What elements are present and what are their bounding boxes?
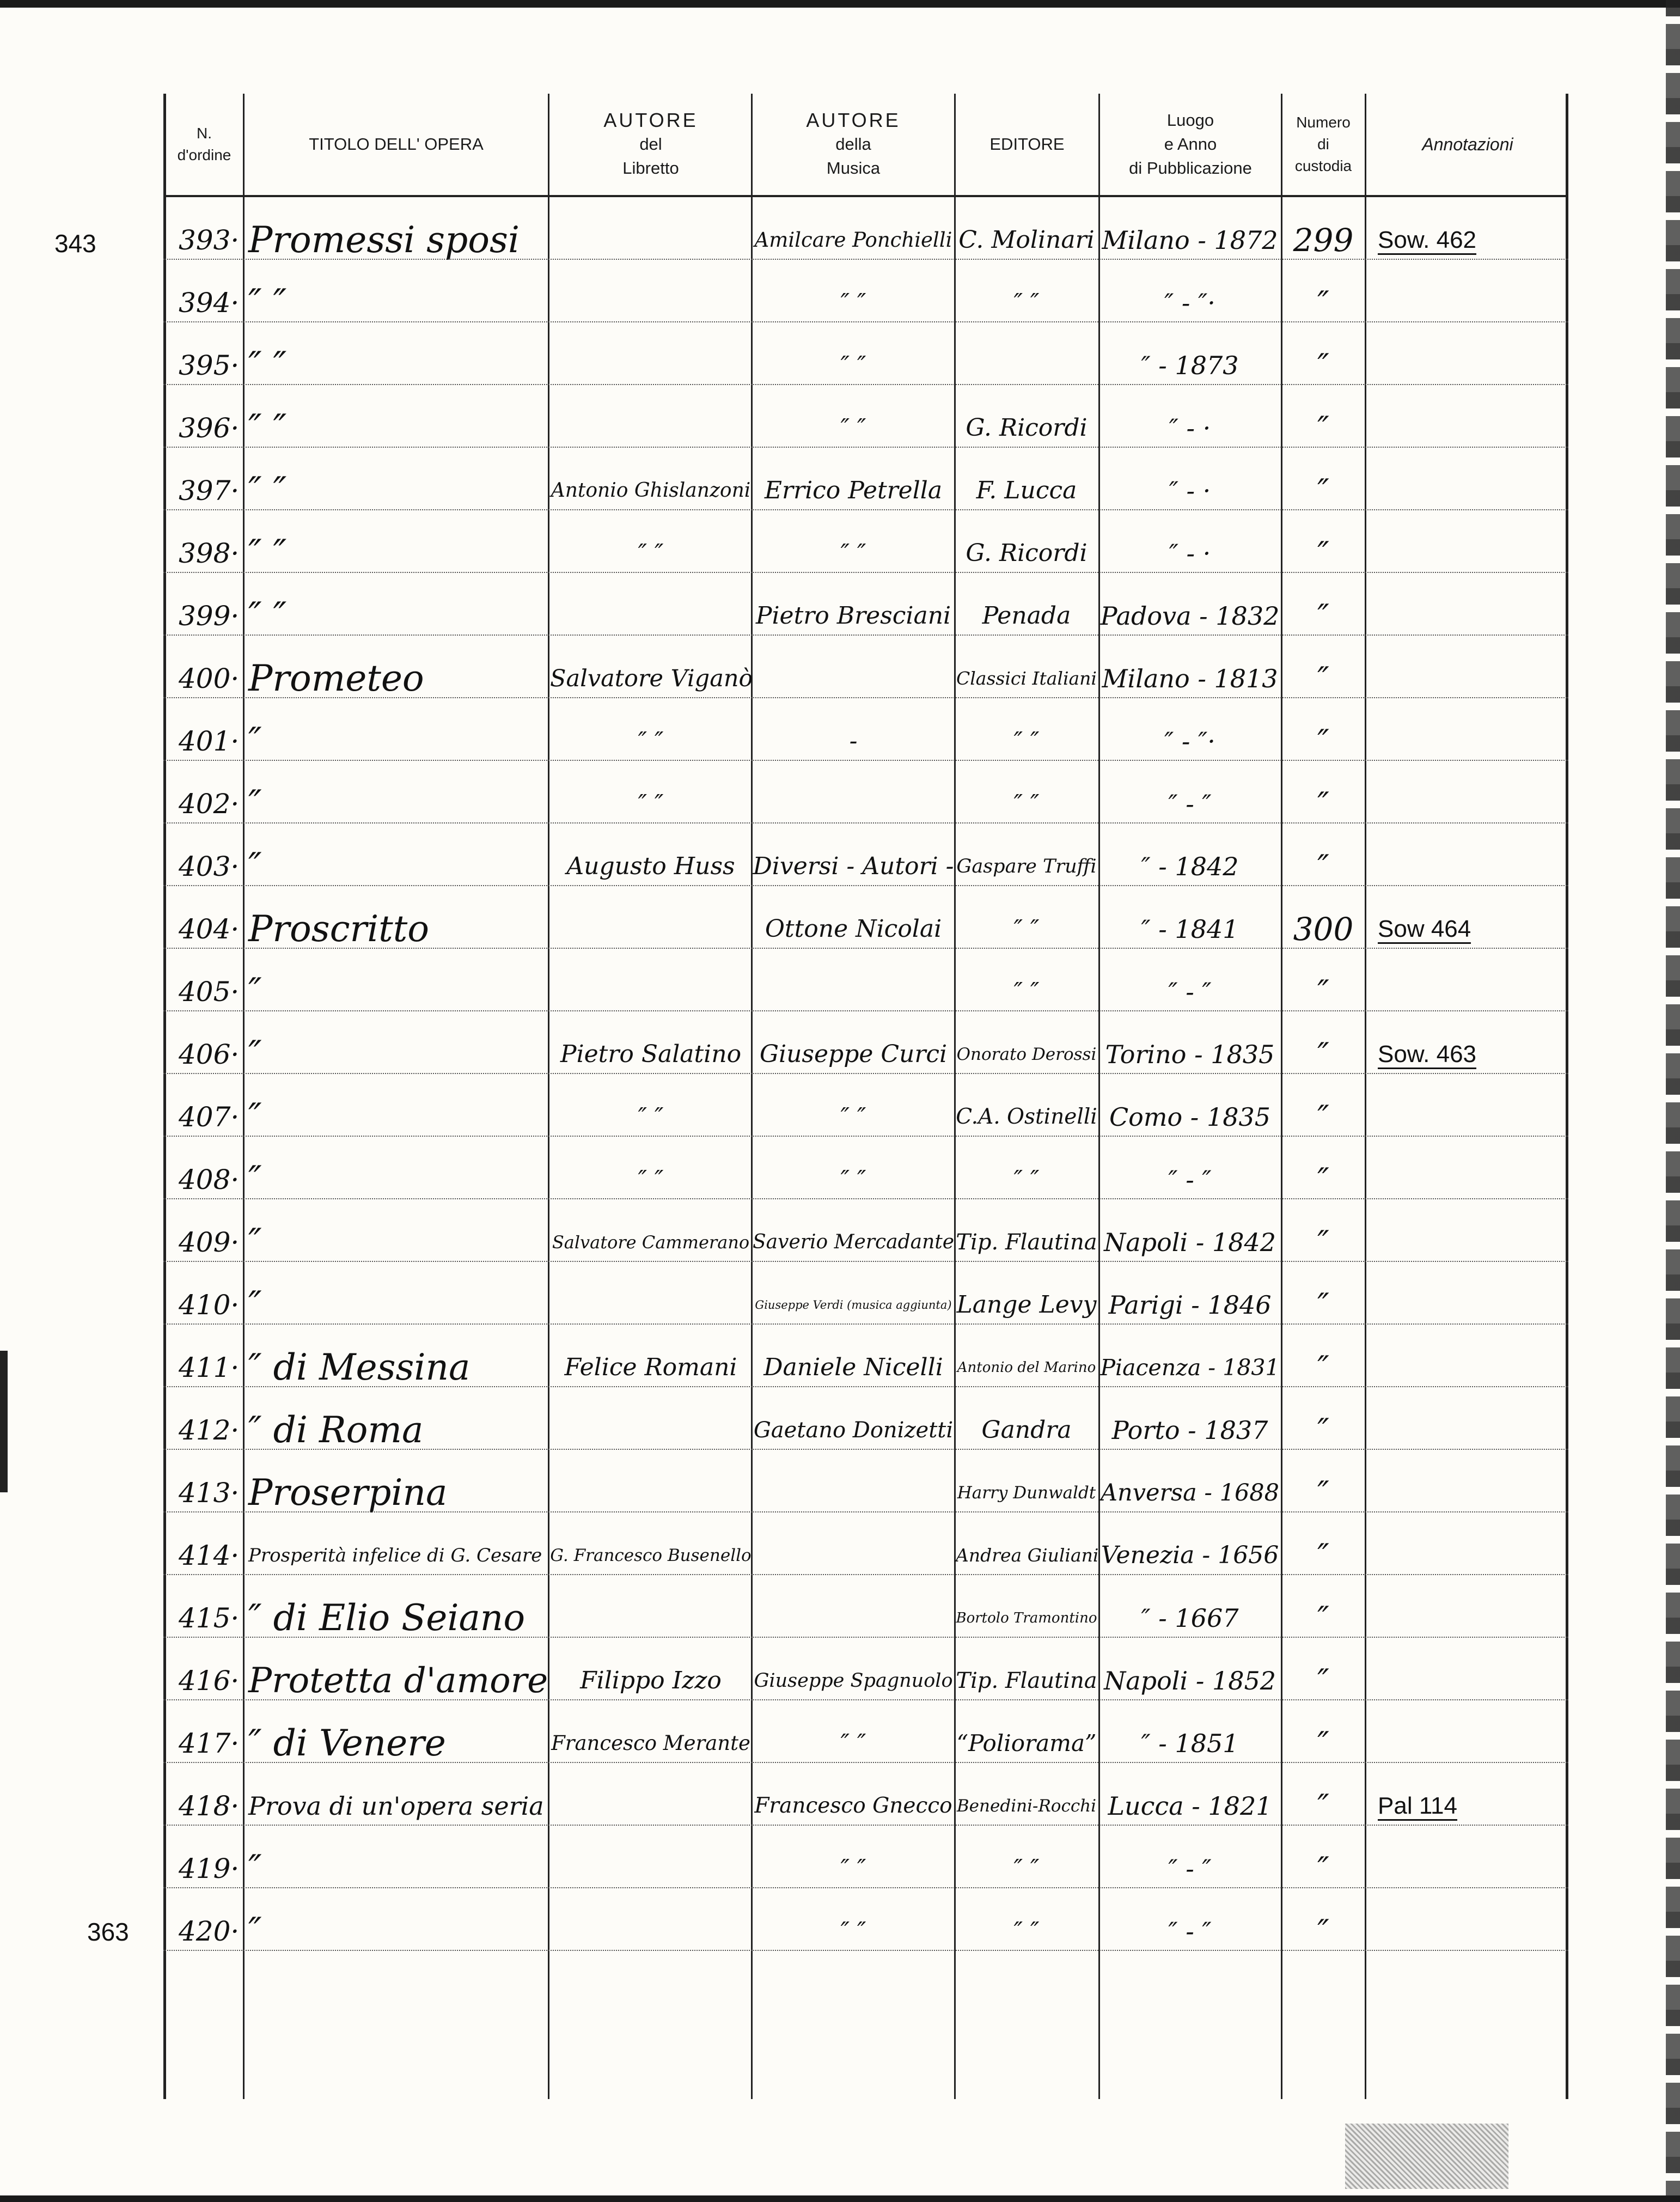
- table-row: [163, 1262, 1568, 1325]
- custody-number: ″: [1317, 1537, 1329, 1574]
- opera-title: ″: [248, 1284, 262, 1326]
- publisher: “Poliorama”: [956, 1730, 1097, 1756]
- libretto-author: Antonio Ghislanzoni: [551, 479, 751, 502]
- publisher: F. Lucca: [976, 477, 1077, 504]
- opera-title: ″: [248, 1033, 262, 1075]
- music-author: Daniele Nicelli: [763, 1353, 943, 1381]
- publisher: Tip. Flautina: [956, 1230, 1097, 1255]
- row-number: 403·: [179, 851, 240, 882]
- custody-number: ″: [1317, 723, 1329, 760]
- music-author: ″ ″: [840, 1166, 866, 1193]
- table-row: [163, 1888, 1568, 1951]
- table-row: [163, 1325, 1568, 1387]
- table-row: [163, 573, 1568, 636]
- table-row: [163, 949, 1568, 1011]
- publisher: Benedini-Rocchi: [956, 1796, 1097, 1816]
- music-author: Francesco Gnecco: [754, 1794, 952, 1818]
- opera-title: Prometeo: [248, 657, 424, 699]
- opera-title: ″ ″: [248, 469, 287, 511]
- publisher: Penada: [982, 602, 1071, 630]
- margin-note-bottom: 363: [87, 1918, 129, 1946]
- row-number: 397·: [179, 475, 240, 507]
- place-year: Milano - 1813: [1102, 664, 1278, 693]
- opera-title: ″ di Elio Seiano: [248, 1597, 526, 1639]
- opera-title: Proserpina: [248, 1472, 448, 1514]
- publisher: G. Ricordi: [966, 414, 1088, 442]
- place-year: ″ - ″·: [1164, 727, 1215, 756]
- opera-title: ″: [248, 783, 262, 825]
- table-row: [163, 1387, 1568, 1450]
- opera-title: Prova di un'opera seria: [248, 1791, 544, 1821]
- custody-number: ″: [1317, 1850, 1329, 1887]
- place-year: ″ - ·: [1169, 539, 1211, 568]
- row-number: 411·: [179, 1352, 240, 1383]
- opera-title: ″ ″: [248, 595, 287, 637]
- annotation: [1367, 914, 1574, 944]
- publisher: ″ ″: [1013, 289, 1040, 316]
- opera-title: ″ di Roma: [248, 1409, 424, 1451]
- table-row: [163, 636, 1568, 698]
- custody-number: ″: [1317, 660, 1329, 697]
- publisher: Antonio del Marino: [957, 1359, 1096, 1376]
- custody-number: ″: [1317, 410, 1329, 447]
- publisher: Gaspare Truffi: [956, 856, 1097, 877]
- place-year: Parigi - 1846: [1108, 1290, 1272, 1320]
- publisher: ″ ″: [1013, 915, 1040, 943]
- header-numero-custodia: Numero di custodia: [1294, 114, 1352, 174]
- table-row: [163, 1638, 1568, 1700]
- header-titolo: TITOLO DELL' OPERA: [309, 135, 484, 154]
- opera-title: ″: [248, 1096, 262, 1138]
- custody-number: ″: [1317, 1600, 1329, 1637]
- music-author: Amilcare Ponchielli: [754, 228, 952, 252]
- opera-title: ″ ″: [248, 282, 287, 324]
- libretto-author: Filippo Izzo: [580, 1667, 722, 1694]
- place-year: Napoli - 1842: [1103, 1228, 1276, 1257]
- place-year: Piacenza - 1831: [1100, 1355, 1280, 1381]
- publisher: Harry Dunwaldt: [957, 1483, 1096, 1503]
- music-author: Gaetano Donizetti: [753, 1418, 954, 1443]
- music-author: ″ ″: [840, 351, 866, 379]
- custody-number: ″: [1317, 848, 1329, 885]
- music-author: Giuseppe Verdi (musica aggiunta): [755, 1298, 952, 1312]
- place-year: ″ - ″: [1168, 1165, 1212, 1194]
- publisher: Classici Italiani: [956, 668, 1097, 689]
- publisher: Bortolo Tramontino: [956, 1610, 1097, 1626]
- libretto-author: Felice Romani: [564, 1353, 737, 1381]
- page-bottom-border: [0, 2195, 1680, 2202]
- music-author: ″ ″: [840, 1855, 866, 1882]
- place-year: Milano - 1872: [1102, 225, 1278, 255]
- row-number: 419·: [179, 1853, 240, 1884]
- place-year: ″ - ″: [1168, 1917, 1212, 1946]
- custody-number: ″: [1317, 284, 1329, 321]
- custody-number: ″: [1317, 1412, 1329, 1449]
- music-author: Giuseppe Spagnuolo: [754, 1670, 953, 1692]
- page-top-border: [0, 0, 1680, 8]
- table-row: [163, 322, 1568, 385]
- publisher: C. Molinari: [958, 226, 1095, 254]
- row-number: 410·: [179, 1289, 240, 1321]
- scan-left-edge: [0, 1351, 8, 1492]
- header-luogo: Luogo e Anno di Pubblicazione: [1129, 111, 1252, 178]
- annotation-text: Pal 114: [1378, 1792, 1457, 1821]
- music-author: Pietro Bresciani: [755, 602, 951, 630]
- row-number: 394·: [179, 287, 240, 319]
- publisher: Gandra: [981, 1416, 1072, 1444]
- row-number: 412·: [179, 1414, 240, 1446]
- opera-title: ″ ″: [248, 532, 287, 574]
- table-row: [163, 698, 1568, 761]
- opera-title: ″ ″: [248, 407, 287, 449]
- music-author: ″ ″: [840, 1729, 866, 1757]
- opera-title: ″: [248, 845, 262, 887]
- table-row: [163, 385, 1568, 448]
- header-n-ordine: N. d'ordine: [177, 125, 231, 163]
- annotation-text: Sow. 462: [1378, 227, 1476, 255]
- place-year: ″ - ″·: [1164, 288, 1215, 318]
- libretto-author: Salvatore Viganò: [550, 665, 753, 692]
- row-number: 400·: [179, 663, 240, 694]
- libretto-author: ″ ″: [638, 790, 664, 818]
- row-number: 404·: [179, 913, 240, 945]
- publisher: ″ ″: [1013, 1855, 1040, 1882]
- row-number: 402·: [179, 788, 240, 820]
- libretto-author: G. Francesco Busenello: [550, 1546, 752, 1565]
- row-number: 401·: [179, 725, 240, 757]
- table-row: [163, 1700, 1568, 1763]
- row-number: 405·: [179, 976, 240, 1008]
- table-row: [163, 197, 1568, 260]
- row-number: 417·: [179, 1728, 240, 1759]
- publisher: G. Ricordi: [966, 539, 1088, 567]
- place-year: ″ - ″: [1168, 977, 1212, 1007]
- custody-number: ″: [1317, 1913, 1329, 1950]
- music-author: Diversi - Autori -: [753, 852, 954, 880]
- row-number: 415·: [179, 1602, 240, 1634]
- custody-number: ″: [1317, 472, 1329, 509]
- opera-title: Prosperità infelice di G. Cesare: [248, 1545, 542, 1566]
- music-author: Saverio Mercadante: [753, 1231, 955, 1253]
- row-number: 420·: [179, 1916, 240, 1947]
- opera-title: Proscritto: [248, 908, 429, 950]
- place-year: Venezia - 1656: [1101, 1541, 1279, 1569]
- row-number: 393·: [179, 224, 240, 256]
- opera-title: ″: [248, 1910, 262, 1952]
- opera-title: ″ di Venere: [248, 1722, 446, 1764]
- table-row: [163, 1575, 1568, 1638]
- annotation-text: Sow. 463: [1378, 1041, 1476, 1069]
- header-autore-musica: AUTORE della Musica: [806, 109, 901, 178]
- opera-title: ″ di Messina: [248, 1346, 471, 1388]
- place-year: ″ - 1851: [1141, 1729, 1239, 1758]
- opera-title: Protetta d'amore: [248, 1661, 548, 1701]
- scan-noise: [1345, 2124, 1508, 2189]
- place-year: ″ - 1873: [1141, 351, 1239, 380]
- libretto-author: ″ ″: [638, 1103, 664, 1131]
- place-year: Lucca - 1821: [1108, 1791, 1272, 1821]
- publisher: Onorato Derossi: [956, 1045, 1097, 1064]
- annotation-text: Sow 464: [1378, 916, 1471, 944]
- place-year: Padova - 1832: [1100, 601, 1280, 631]
- libretto-author: Pietro Salatino: [560, 1040, 742, 1068]
- place-year: ″ - ″: [1168, 1854, 1212, 1883]
- scan-right-edge: [1666, 0, 1680, 2202]
- custody-number: ″: [1317, 1662, 1329, 1699]
- music-author: ″ ″: [840, 1917, 866, 1945]
- place-year: ″ - ·: [1169, 413, 1211, 443]
- ledger-table: [163, 94, 1568, 2099]
- place-year: ″ - 1667: [1141, 1603, 1239, 1633]
- publisher: ″ ″: [1013, 790, 1040, 818]
- header-autore-libretto: AUTORE del Libretto: [603, 109, 698, 178]
- table-row: [163, 1512, 1568, 1575]
- music-author: ″ ″: [840, 414, 866, 442]
- table-row: [163, 1137, 1568, 1199]
- table-row: [163, 886, 1568, 949]
- table-row: [163, 448, 1568, 510]
- row-number: 409·: [179, 1227, 240, 1258]
- publisher: Tip. Flautina: [956, 1668, 1097, 1693]
- table-row: [163, 1011, 1568, 1074]
- libretto-author: ″ ″: [638, 539, 664, 567]
- annotation: [1367, 1039, 1574, 1070]
- custody-number: ″: [1317, 1349, 1329, 1386]
- publisher: ″ ″: [1013, 1166, 1040, 1193]
- table-row: [163, 824, 1568, 886]
- music-author: ″ ″: [840, 289, 866, 316]
- row-number: 399·: [179, 600, 240, 632]
- table-row: [163, 510, 1568, 573]
- music-author: ″ ″: [840, 1103, 866, 1131]
- custody-number: ″: [1317, 1474, 1329, 1511]
- custody-number: ″: [1317, 1161, 1329, 1198]
- place-year: Porto - 1837: [1111, 1416, 1268, 1445]
- row-number: 413·: [179, 1477, 240, 1509]
- row-number: 416·: [179, 1665, 240, 1697]
- music-author: Ottone Nicolai: [765, 915, 942, 943]
- table-row: [163, 1450, 1568, 1512]
- custody-number: ″: [1317, 973, 1329, 1010]
- place-year: Como - 1835: [1109, 1102, 1271, 1132]
- place-year: Torino - 1835: [1105, 1040, 1275, 1069]
- publisher: ″ ″: [1013, 727, 1040, 755]
- place-year: Napoli - 1852: [1103, 1666, 1276, 1695]
- music-author: Giuseppe Curci: [759, 1040, 948, 1068]
- margin-note-top: 343: [54, 229, 96, 258]
- music-author: ″ ″: [840, 539, 866, 567]
- custody-number: ″: [1317, 535, 1329, 572]
- opera-title: ″: [248, 1847, 262, 1889]
- row-number: 408·: [179, 1164, 240, 1195]
- custody-number: 299: [1293, 222, 1354, 259]
- table-row: [163, 260, 1568, 322]
- place-year: Anversa - 1688: [1100, 1479, 1280, 1506]
- libretto-author: ″ ″: [638, 1166, 664, 1193]
- opera-title: ″: [248, 720, 262, 762]
- annotation: [1367, 1791, 1574, 1821]
- custody-number: ″: [1317, 1725, 1329, 1762]
- libretto-author: ″ ″: [638, 727, 664, 755]
- music-author: -: [849, 727, 858, 755]
- opera-title: ″ ″: [248, 344, 287, 386]
- custody-number: ″: [1317, 347, 1329, 384]
- header-editore: EDITORE: [989, 135, 1065, 154]
- table-row: [163, 1199, 1568, 1262]
- opera-title: ″: [248, 1221, 262, 1263]
- custody-number: ″: [1317, 785, 1329, 822]
- place-year: ″ - 1842: [1141, 852, 1239, 881]
- header-annotazioni: Annotazioni: [1422, 135, 1513, 154]
- publisher: Lange Levy: [956, 1291, 1097, 1319]
- libretto-author: Salvatore Cammerano: [552, 1232, 750, 1253]
- opera-title: Promessi sposi: [248, 219, 520, 261]
- custody-number: ″: [1317, 1099, 1329, 1136]
- custody-number: ″: [1317, 1788, 1329, 1825]
- place-year: ″ - 1841: [1141, 914, 1239, 944]
- table-row: [163, 1074, 1568, 1137]
- opera-title: ″: [248, 1158, 262, 1200]
- row-number: 396·: [179, 412, 240, 444]
- custody-number: ″: [1317, 1036, 1329, 1073]
- publisher: ″ ″: [1013, 978, 1040, 1005]
- custody-number: 300: [1293, 911, 1354, 948]
- libretto-author: Augusto Huss: [566, 852, 735, 880]
- row-number: 395·: [179, 350, 240, 381]
- custody-number: ″: [1317, 1224, 1329, 1261]
- place-year: ″ - ″: [1168, 789, 1212, 819]
- place-year: ″ - ·: [1169, 476, 1211, 505]
- table-row: [163, 1826, 1568, 1888]
- publisher: ″ ″: [1013, 1917, 1040, 1945]
- row-number: 398·: [179, 538, 240, 569]
- libretto-author: Francesco Merante: [551, 1731, 750, 1755]
- table-row: [163, 761, 1568, 824]
- music-author: Errico Petrella: [764, 477, 943, 504]
- custody-number: ″: [1317, 1286, 1329, 1323]
- opera-title: ″: [248, 971, 262, 1012]
- row-number: 414·: [179, 1540, 240, 1571]
- publisher: Andrea Giuliani: [956, 1545, 1099, 1566]
- row-number: 406·: [179, 1039, 240, 1070]
- annotation: [1367, 225, 1574, 255]
- publisher: C.A. Ostinelli: [956, 1105, 1097, 1129]
- row-number: 407·: [179, 1101, 240, 1133]
- custody-number: ″: [1317, 597, 1329, 635]
- row-number: 418·: [179, 1790, 240, 1822]
- table-row: [163, 1763, 1568, 1826]
